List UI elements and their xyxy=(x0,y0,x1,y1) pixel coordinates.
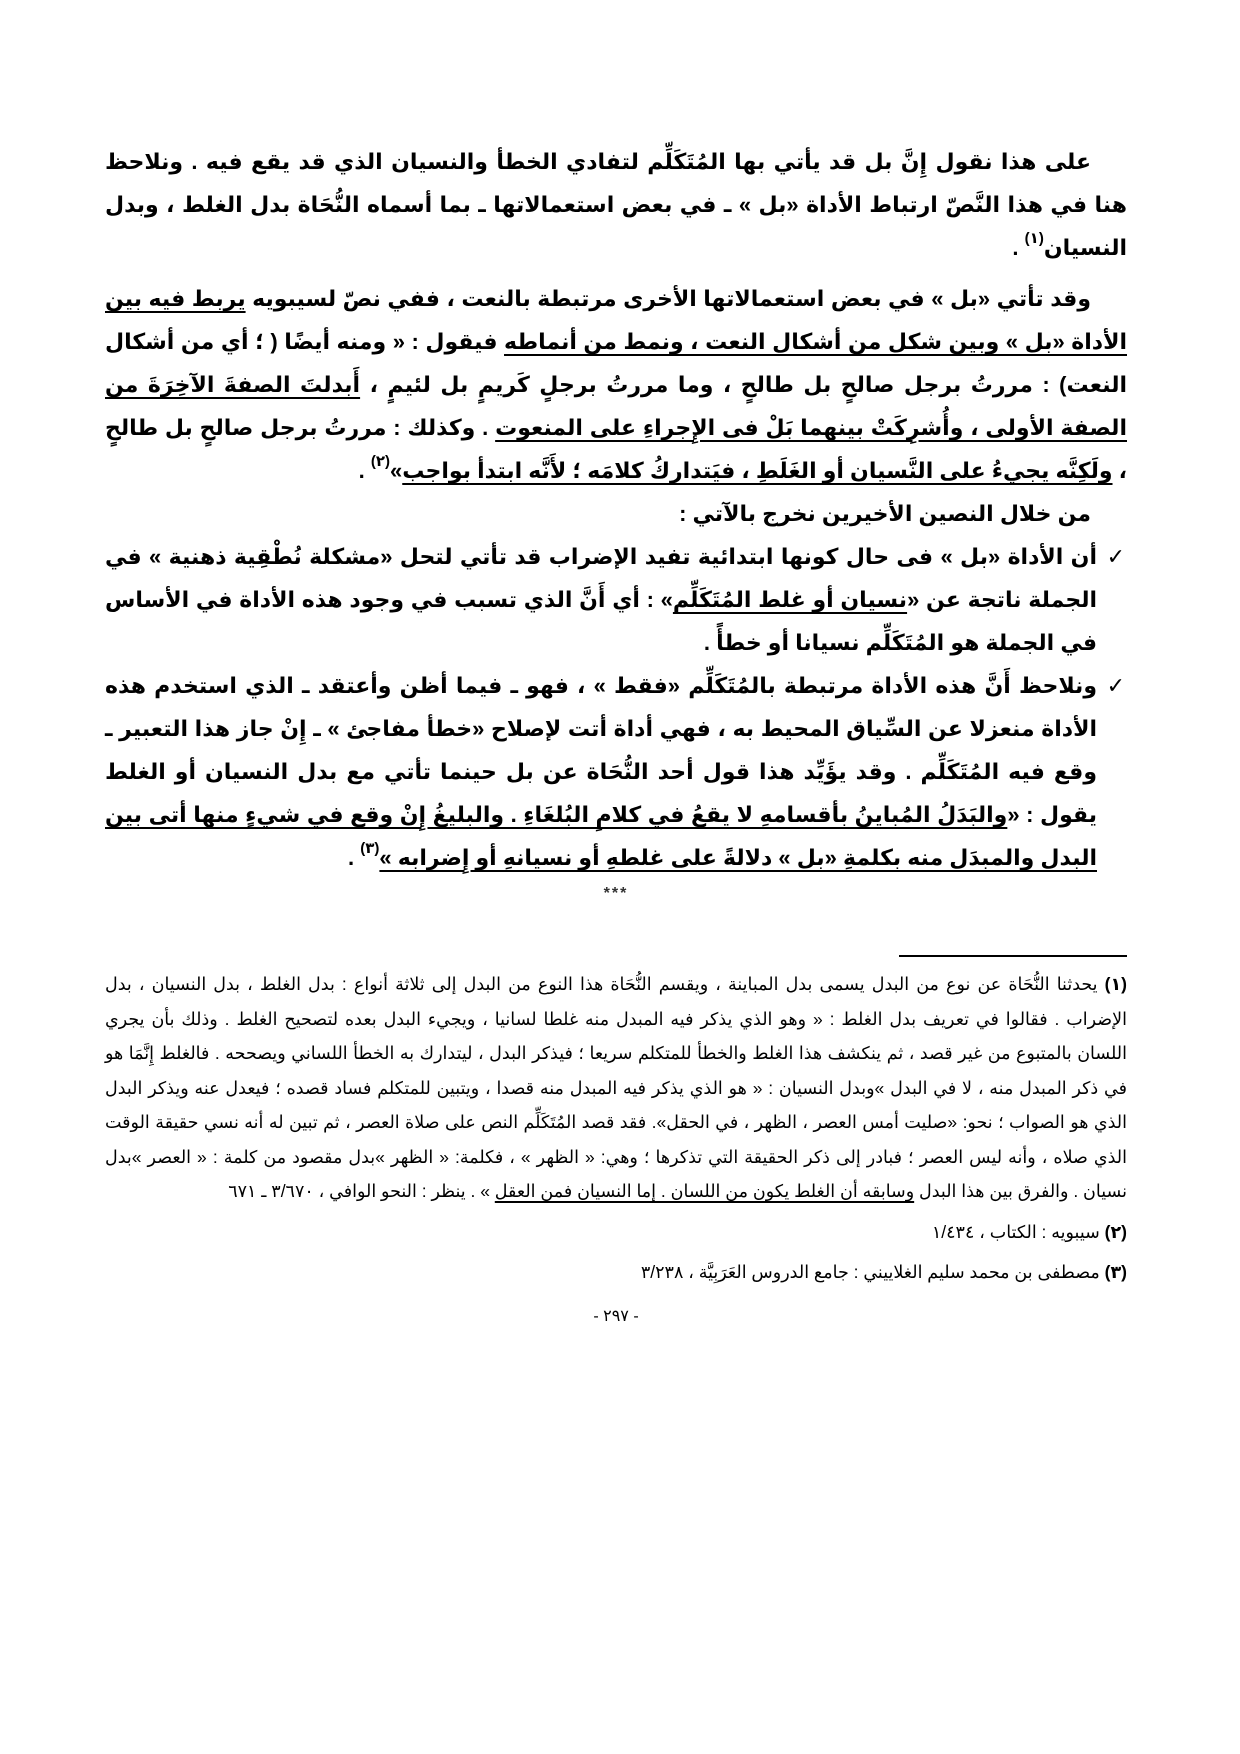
text-run: . وكذلك : مررتُ برجل صالحٍ بل طالحٍ ، xyxy=(105,415,1127,483)
text-run: على هذا نقول إِنَّ بل قد يأتي بها المُتَكَلِّم لتفادي الخطأ والنسيان الذي قد يقع فيه . ونلاحظ هنا في هذا النَّصّ ارتباط الأداة «بل » ـ في بعض استعمالاتها ـ بما أسماه النُّحَاة بدل الغلط ، وبدل النسيان xyxy=(105,149,1127,260)
text-run: ونلاحظ أَنَّ هذه الأداة مرتبطة بالمُتَكَلِّم «فقط » ، فهو ـ فيما أظن وأعتقد ـ الذي استخدم هذه الأداة منعزلا عن السِّياق المحيط به ، فهي أداة أتت لإصلاح «خطأ مفاجئ » ـ إِنْ جاز هذا التعبير ـ وقع فيه المُتَكَلِّم . وقد يؤَيِّد هذا قول أحد النُّحَاة عن بل حينما تأتي مع بدل النسيان أو الغلط يقول : « xyxy=(105,673,1097,827)
text-run: أن الأداة «بل » فى حال كونها ابتدائية تفيد الإضراب قد تأتي لتحل «مشكلة نُطْقِية ذهنية » في الجملة ناتجة عن « xyxy=(105,544,1098,612)
main-text xyxy=(105,140,1127,903)
underlined-quote-text: أَبدلتَ الصفةَ الآخِرَةَ من الصفة الأولى ، وأُشرِكَتْ بينهما بَلْ فى الإِجراءِ على المنعوت xyxy=(105,372,1127,440)
document-page xyxy=(105,140,1127,1326)
check-mark-icon: ✓ xyxy=(1106,544,1125,569)
paragraph-3 xyxy=(105,492,1127,535)
footnote-reference: (١) xyxy=(1024,230,1044,247)
footnote-3 xyxy=(105,1255,1127,1290)
footnote-1 xyxy=(105,967,1127,1209)
bullet-item-2 xyxy=(105,664,1127,879)
footnotes xyxy=(105,967,1127,1290)
text-run: » . ينظر : النحو الوافي ، ٣/٦٧٠ ـ ٦٧١ xyxy=(228,1181,495,1201)
text-run: وقد تأتي «بل » في بعض استعمالاتها الأخرى مرتبطة بالنعت ، ففي نصّ لسيبويه xyxy=(245,286,1091,311)
bullet-item-1 xyxy=(105,535,1127,664)
underlined-quote-text: وسابقه أن الغلط يكون من اللسان . إما النسيان فمن العقل xyxy=(494,1181,915,1201)
text-run: » xyxy=(390,458,403,483)
underlined-quote-text: والبَدَلُ المُباينُ بأقسامهِ لا يقعُ في كلامِ البُلغَاءِ . والبليغُ إِنْ وقع في شيءٍ منها أتى بين البدل والمبدَل منه بكلمةِ «بل » دلالةً على غلطهِ أو نسيانهِ أو إِضرابه » xyxy=(105,802,1097,870)
text-run: يحدثنا النُّحَاة عن نوع من البدل يسمى بدل المباينة ، ويقسم النُّحَاة هذا النوع من البدل إلى ثلاثة أنواع : بدل الغلط ، بدل النسيان ، بدل الإضراب . فقالوا في تعريف بدل الغلط : « وهو الذي يذكر فيه المبدل منه غلطا لسانيا ، ويجيء البدل بعده لتصحيح الغلط . وذلك بأن يجري اللسان بالمتبوع من غير قصد ، ثم ينكشف هذا الغلط والخطأ للمتكلم سريعا ؛ فيذكر البدل ، ليتدارك به الخطأ اللساني ويصححه . فالغلط إِنَّمَا هو في ذكر المبدل منه ، لا في البدل »وبدل النسيان : « هو الذي يذكر فيه المبدل منه قصدا ، ويتبين للمتكلم فساد قصده ؛ فيعدل عنه ويذكر البدل الذي هو الصواب ؛ نحو: «صليت أمس العصر ، الظهر ، في الحقل». فقد قصد المُتَكَلِّم النص على صلاة العصر ، ثم تبين له أنه نسي حقيقة الوقت الذي صلاه ، وأنه ليس العصر ؛ فبادر إلى ذكر الحقيقة التي تذكرها ؛ وهي: « الظهر » ، فكلمة: « الظهر »بدل مقصود من كلمة : « العصر »بدل نسيان . والفرق بين هذا البدل xyxy=(105,974,1127,1201)
text-run: . xyxy=(358,458,371,483)
text-run: . xyxy=(1012,235,1025,260)
paragraph-2 xyxy=(105,277,1127,492)
text-run: سيبويه : الكتاب ، ١/٤٣٤ xyxy=(931,1221,1105,1242)
text-run: مصطفى بن محمد سليم الغلاييني : جامع الدروس العَرَبِيَّة ، ٣/٢٣٨ xyxy=(640,1262,1105,1282)
footnote-divider xyxy=(899,955,1127,957)
text-run: . xyxy=(348,845,361,870)
section-separator-stars: *** xyxy=(603,885,629,902)
underlined-quote-text: ولَكِنَّه يجيءُ على النَّسيان أو الغَلَطِ ، فيَتداركُ كلامَه ؛ لأَنَّه ابتدأ بواجب xyxy=(402,458,1113,483)
bullet-text xyxy=(105,673,1097,870)
footnote-number: (٣) xyxy=(1104,1262,1127,1282)
footnote-reference: (٣) xyxy=(360,840,380,857)
underlined-quote-text: يربط فيه بين الأداة «بل » وبين شكل من أشكال النعت ، ونمط من أنماطه xyxy=(105,286,1127,354)
page-number: - ٢٩٧ - xyxy=(593,1307,639,1325)
paragraph-1 xyxy=(105,140,1127,269)
text-run: فيقول : « ومنه أيضًا ( ؛ أي من أشكال النعت) : مررتُ برجل صالحٍ بل طالحٍ ، وما مررتُ برجلٍ كَريمٍ بل لئيمٍ ، xyxy=(105,329,1128,397)
bullet-text xyxy=(105,544,1097,655)
footnote-reference: (٢) xyxy=(370,453,390,470)
footnote-2 xyxy=(105,1215,1127,1250)
underlined-quote-text: نسيان أو غلط المُتَكَلِّم xyxy=(672,587,908,612)
text-run: » : أي أَنَّ الذي تسبب في وجود هذه الأداة في الأساس في الجملة هو المُتَكَلِّم نسيانا أو خطأً . xyxy=(105,587,1097,655)
footnote-number: (١) xyxy=(1104,974,1127,994)
text-run: من خلال النصين الأخيرين نخرج بالآتي : xyxy=(679,501,1091,526)
check-mark-icon: ✓ xyxy=(1106,673,1125,698)
footnote-number: (٢) xyxy=(1104,1221,1127,1242)
